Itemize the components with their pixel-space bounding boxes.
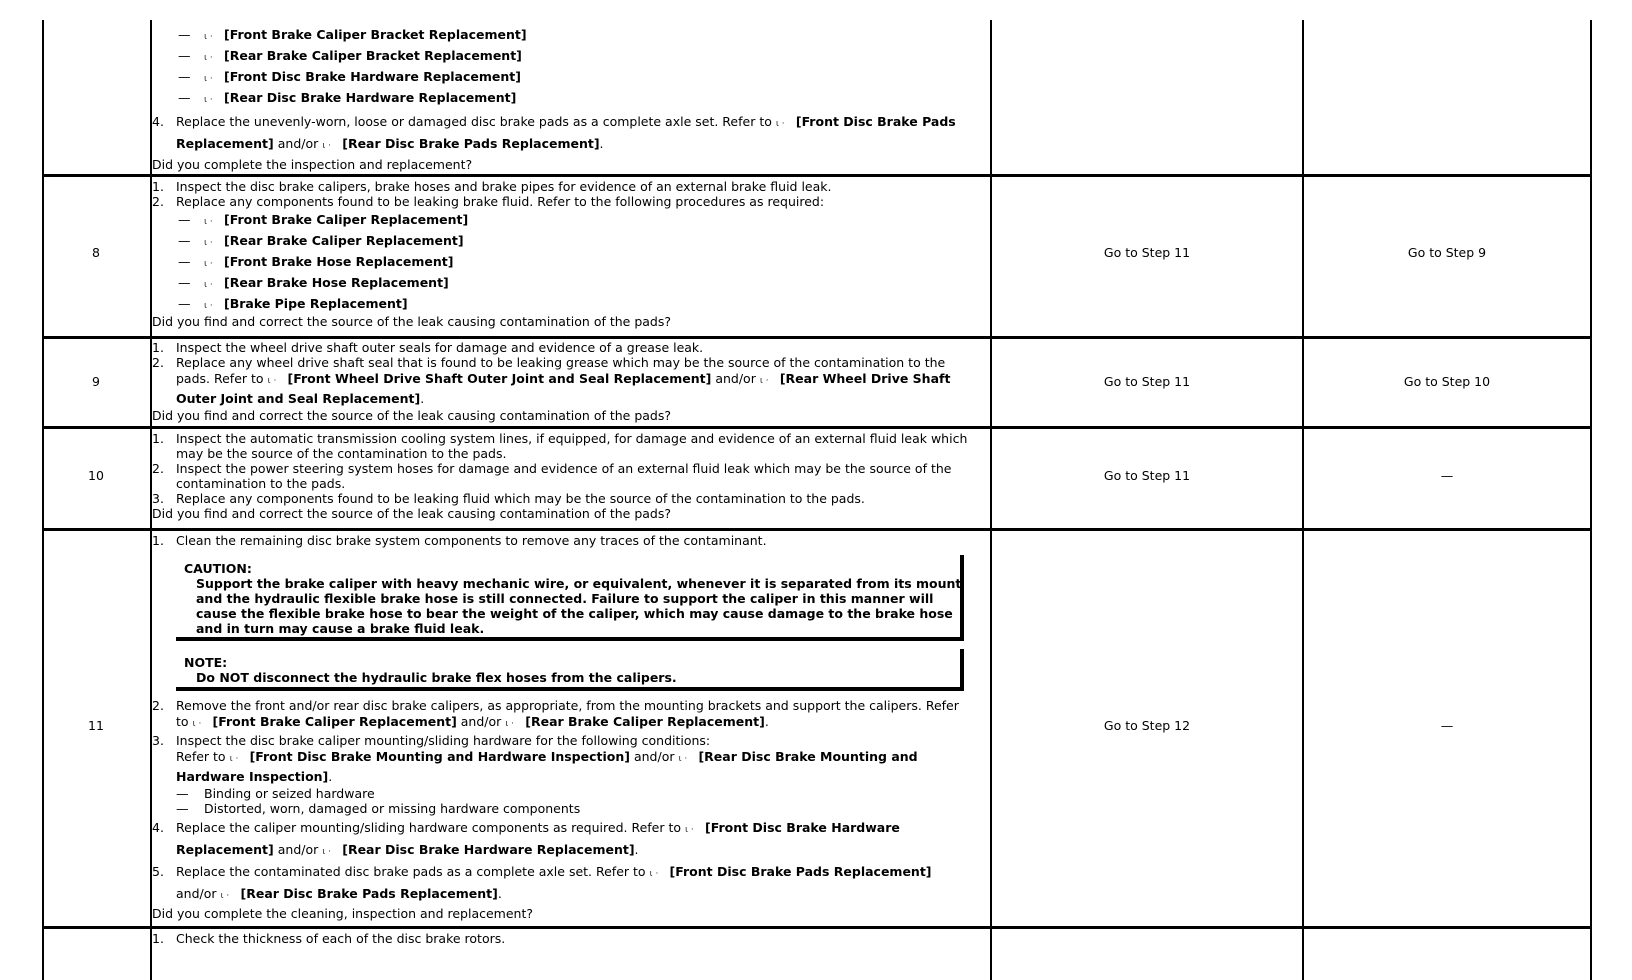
- procedure-link[interactable]: [Front Brake Caliper Replacement]: [224, 212, 469, 227]
- list-item: — ι · [Brake Pipe Replacement]: [152, 293, 990, 314]
- grid-line: [1302, 20, 1304, 980]
- step-question: Did you find and correct the source of the leak causing contamination of the pads?: [152, 506, 672, 521]
- link-icon: ι ·: [220, 891, 230, 901]
- row9-action-cell: [152, 340, 990, 423]
- link-icon: ι ·: [204, 74, 213, 84]
- step-question: Did you find and correct the source of the leak causing contamination of the pads?: [152, 408, 672, 423]
- list-item: — ι · [Rear Brake Hose Replacement]: [152, 272, 990, 293]
- note-heading: NOTE:: [184, 655, 228, 670]
- procedure-link[interactable]: [Front Disc Brake Pads: [795, 114, 956, 129]
- row12-action-cell: [152, 931, 990, 946]
- list-item: 3. Replace any components found to be leaking fluid which may be the source of the contamination to the pads.: [152, 491, 865, 506]
- no-result[interactable]: Go to Step 10: [1403, 374, 1491, 389]
- list-item: 1. Inspect the wheel drive shaft outer seals for damage and evidence of a grease leak.: [152, 340, 704, 355]
- step-number: 9: [92, 374, 100, 389]
- list-item: — ι · [Front Brake Caliper Replacement]: [152, 209, 990, 230]
- link-icon: ι ·: [267, 376, 277, 386]
- row-divider: [42, 336, 1590, 339]
- procedure-link[interactable]: [Rear Brake Hose Replacement]: [224, 275, 449, 290]
- list-item: — Binding or seized hardware: [176, 786, 375, 801]
- grid-line: [1590, 20, 1592, 980]
- procedure-link[interactable]: [Front Disc Brake Mounting and Hardware Inspection]: [249, 749, 630, 764]
- list-item: 2. Replace any components found to be leaking brake fluid. Refer to the following procedures as required:: [152, 194, 825, 209]
- list-item: — ι · [Front Disc Brake Hardware Replacement]: [152, 66, 990, 87]
- step-number: 10: [88, 468, 104, 483]
- list-item: 5. Replace the contaminated disc brake pads as a complete axle set. Refer to ι · [Front Disc Brake Pads Replacement] and/or ι · [Rear Disc Brake Pads Replacement].: [152, 862, 990, 906]
- procedure-link[interactable]: [Front Brake Hose Replacement]: [224, 254, 454, 269]
- list-item: 2. Remove the front and/or rear disc brake calipers, as appropriate, from the mounting brackets and support the calipers. Refer to ι · [Front Brake Caliper Replacement] and/or ι · [Rear Brake Caliper Replacement].: [152, 698, 990, 733]
- list-item: 1. Inspect the automatic transmission cooling system lines, if equipped, for damage and evidence of an external fluid leak which may be the source of the contamination to the pads.: [152, 431, 968, 461]
- caution-text: and in turn may cause a brake fluid leak.: [196, 621, 485, 636]
- list-item: — ι · [Rear Brake Caliper Replacement]: [152, 230, 990, 251]
- caution-text: cause the flexible brake hose to bear the weight of the caliper, which may cause damage to the brake hose: [196, 606, 953, 621]
- no-result[interactable]: Go to Step 9: [1407, 245, 1487, 260]
- list-item: 1. Clean the remaining disc brake system components to remove any traces of the contaminant.: [152, 533, 767, 548]
- list-item: 1. Check the thickness of each of the disc brake rotors.: [152, 931, 506, 946]
- link-icon: ι ·: [229, 754, 239, 764]
- step-question: Did you find and correct the source of the leak causing contamination of the pads?: [152, 314, 672, 329]
- procedure-link[interactable]: [Rear Brake Caliper Replacement]: [525, 714, 765, 729]
- link-icon: ι ·: [204, 32, 213, 42]
- procedure-link[interactable]: [Rear Wheel Drive Shaft: [779, 371, 951, 386]
- yes-result[interactable]: Go to Step 11: [1103, 374, 1191, 389]
- link-icon: ι ·: [204, 238, 213, 248]
- row11-action-cell: [152, 533, 990, 923]
- procedure-link[interactable]: Outer Joint and Seal Replacement]: [176, 391, 421, 406]
- no-result: —: [1440, 468, 1454, 483]
- link-icon: ι ·: [678, 754, 688, 764]
- grid-line: [990, 20, 992, 980]
- procedure-link[interactable]: [Rear Disc Brake Hardware Replacement]: [342, 842, 635, 857]
- procedure-link[interactable]: [Rear Disc Brake Mounting and: [698, 749, 918, 764]
- yes-result[interactable]: Go to Step 11: [1103, 245, 1191, 260]
- procedure-link[interactable]: Replacement]: [176, 136, 274, 151]
- row-divider: [42, 174, 1590, 177]
- procedure-link[interactable]: [Front Disc Brake Hardware Replacement]: [224, 69, 521, 84]
- link-icon: ι ·: [759, 376, 769, 386]
- yes-result[interactable]: Go to Step 11: [1103, 468, 1191, 483]
- no-result: —: [1440, 718, 1454, 733]
- procedure-link[interactable]: Replacement]: [176, 842, 274, 857]
- list-item: — ι · [Front Brake Caliper Bracket Replacement]: [152, 24, 990, 45]
- row-divider: [42, 426, 1590, 429]
- procedure-link[interactable]: [Front Wheel Drive Shaft Outer Joint and Seal Replacement]: [287, 371, 712, 386]
- link-icon: ι ·: [775, 119, 785, 129]
- link-icon: ι ·: [204, 95, 213, 105]
- link-icon: ι ·: [204, 259, 213, 269]
- step-question: Did you complete the cleaning, inspection and replacement?: [152, 906, 534, 921]
- step-question: Did you complete the inspection and replacement?: [152, 157, 473, 172]
- list-item: 2. Replace any wheel drive shaft seal that is found to be leaking grease which may be the source of the contamination to the pads. Refer to ι · [Front Wheel Drive Shaft Outer Joint and Seal Replacement] and/or ι · [Rear Wheel Drive Shaft Outer Joint and Seal Replacement].: [152, 355, 951, 406]
- list-item: 4. Replace the unevenly-worn, loose or damaged disc brake pads as a complete axle set. Refer to ι · [Front Disc Brake Pads Replacement] and/or ι · [Rear Disc Brake Pads Replacement].: [152, 112, 990, 156]
- list-item: 1. Inspect the disc brake calipers, brake hoses and brake pipes for evidence of an external brake fluid leak.: [152, 179, 832, 194]
- procedure-link[interactable]: [Front Brake Caliper Bracket Replacement]: [224, 27, 527, 42]
- list-item: — ι · [Front Brake Hose Replacement]: [152, 251, 990, 272]
- list-item: 2. Inspect the power steering system hoses for damage and evidence of an external fluid leak which may be the source of the contamination to the pads.: [152, 461, 952, 491]
- link-icon: ι ·: [204, 301, 213, 311]
- note-text: Do NOT disconnect the hydraulic brake flex hoses from the calipers.: [196, 670, 677, 685]
- list-item: — ι · [Rear Disc Brake Hardware Replacement]: [152, 87, 990, 108]
- list-item: — Distorted, worn, damaged or missing hardware components: [176, 801, 581, 816]
- link-icon: ι ·: [322, 847, 332, 857]
- link-icon: ι ·: [322, 141, 332, 151]
- caution-text: and the hydraulic flexible brake hose is still connected. Failure to support the caliper in this manner will: [196, 591, 934, 606]
- list-item: 4. Replace the caliper mounting/sliding hardware components as required. Refer to ι · [Front Disc Brake Hardware Replacement] and/or ι · [Rear Disc Brake Hardware Replacement].: [152, 818, 990, 862]
- procedure-link[interactable]: [Rear Brake Caliper Bracket Replacement]: [224, 48, 522, 63]
- row-divider: [42, 528, 1590, 531]
- procedure-link[interactable]: Hardware Inspection]: [176, 769, 329, 784]
- step-number: 11: [88, 718, 104, 733]
- procedure-link[interactable]: [Rear Disc Brake Hardware Replacement]: [224, 90, 517, 105]
- procedure-link[interactable]: [Rear Disc Brake Pads Replacement]: [342, 136, 600, 151]
- note-box: [176, 649, 964, 691]
- row-divider: [42, 926, 1590, 929]
- list-item: — ι · [Rear Brake Caliper Bracket Replacement]: [152, 45, 990, 66]
- procedure-link[interactable]: [Front Disc Brake Pads Replacement]: [669, 864, 932, 879]
- procedure-link[interactable]: [Front Disc Brake Hardware: [705, 820, 900, 835]
- link-icon: ι ·: [505, 719, 515, 729]
- caution-text: Support the brake caliper with heavy mechanic wire, or equivalent, whenever it is separated from its mount: [196, 576, 962, 591]
- list-item: 3. Inspect the disc brake caliper mounting/sliding hardware for the following conditions: Refer to ι · [Front Disc Brake Mounting and Hardware Inspection] and/or ι · [Rear Disc Brake Mounting and Hardware Inspection]. — Binding or seized hardware — Distorted, worn, damaged or missing hardware components: [152, 733, 990, 816]
- caution-heading: CAUTION:: [184, 561, 252, 576]
- link-icon: ι ·: [685, 825, 694, 835]
- yes-result[interactable]: Go to Step 12: [1103, 718, 1191, 733]
- link-icon: ι ·: [204, 217, 213, 227]
- procedure-link[interactable]: [Rear Brake Caliper Replacement]: [224, 233, 464, 248]
- link-icon: ι ·: [204, 53, 213, 63]
- link-icon: ι ·: [192, 719, 202, 729]
- step-number: 8: [92, 245, 100, 260]
- link-icon: ι ·: [649, 869, 659, 879]
- row10-action-cell: [152, 431, 990, 521]
- link-icon: ι ·: [204, 280, 213, 290]
- row8-action-cell: [152, 179, 990, 329]
- procedure-link[interactable]: [Brake Pipe Replacement]: [224, 296, 408, 311]
- procedure-link[interactable]: [Front Brake Caliper Replacement]: [212, 714, 457, 729]
- grid-line: [42, 20, 44, 980]
- procedure-link[interactable]: [Rear Disc Brake Pads Replacement]: [240, 886, 498, 901]
- caution-box: [176, 555, 964, 641]
- row7-action-cell: [152, 24, 990, 172]
